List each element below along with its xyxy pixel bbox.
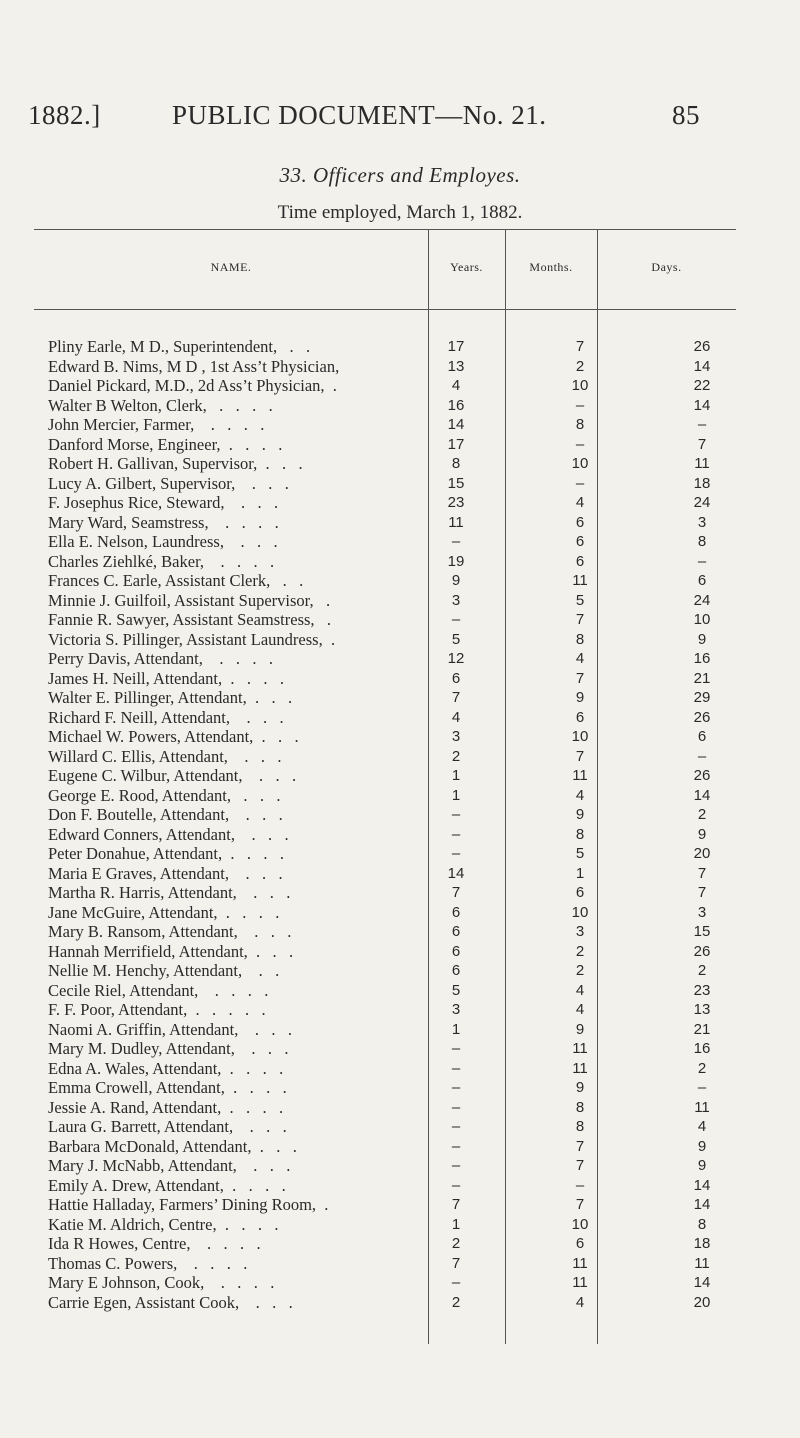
days-value: 7: [697, 864, 707, 882]
months-value: 10: [571, 1215, 589, 1233]
days-value: –: [697, 416, 707, 433]
table-row: [48, 669, 748, 689]
years-value: 19: [447, 552, 465, 570]
employee-name: Cecile Riel, Attendant, . . . .: [48, 980, 269, 1000]
months-value: 7: [575, 1137, 585, 1155]
table-row: [48, 552, 748, 572]
months-value: 6: [575, 552, 585, 570]
months-value: 11: [572, 1274, 588, 1291]
days-value: 6: [697, 728, 707, 745]
table-row: [48, 747, 748, 767]
years-value: –: [451, 825, 461, 843]
table-row: [48, 1195, 748, 1215]
table-row: [48, 357, 748, 377]
days-value: –: [697, 552, 707, 570]
table-row: [48, 396, 748, 416]
employee-name: Emily A. Drew, Attendant, . . . .: [48, 1175, 286, 1195]
months-value: 5: [575, 591, 585, 609]
months-value: –: [575, 1176, 585, 1194]
table-row: [48, 903, 748, 923]
column-header-name: NAME.: [210, 260, 252, 274]
table-row: [48, 376, 748, 396]
table-row: [48, 844, 748, 864]
table-row: [48, 610, 748, 630]
employee-name: Katie M. Aldrich, Centre, . . . .: [48, 1214, 279, 1234]
months-value: 10: [571, 377, 589, 394]
years-value: 6: [451, 903, 461, 921]
months-value: 6: [575, 884, 585, 901]
years-value: –: [451, 1176, 461, 1194]
years-value: 17: [447, 435, 465, 453]
years-value: 17: [447, 338, 465, 355]
employee-name: James H. Neill, Attendant, . . . .: [48, 668, 285, 688]
employee-name: Emma Crowell, Attendant, . . . .: [48, 1078, 287, 1097]
years-value: 9: [451, 572, 461, 589]
days-value: 26: [693, 708, 711, 726]
days-value: 3: [697, 903, 707, 921]
table-row: [48, 1020, 748, 1040]
days-value: 13: [693, 1001, 711, 1018]
years-value: –: [451, 533, 461, 550]
months-value: 11: [572, 1040, 588, 1057]
months-value: 9: [575, 1079, 585, 1096]
years-value: –: [451, 1040, 461, 1057]
days-value: 8: [697, 533, 707, 550]
years-value: 1: [451, 1215, 461, 1233]
employee-name: Danford Morse, Engineer, . . . .: [48, 434, 283, 454]
employee-name: Laura G. Barrett, Attendant, . . .: [48, 1117, 287, 1136]
years-value: 7: [451, 689, 461, 706]
table-row: [48, 415, 748, 435]
employee-name: Carrie Egen, Assistant Cook, . . .: [48, 1292, 293, 1312]
years-value: 4: [451, 708, 461, 726]
days-value: 16: [693, 650, 711, 667]
months-value: 7: [575, 611, 585, 628]
days-value: 15: [693, 923, 711, 940]
years-value: 6: [451, 962, 461, 979]
table-row: [48, 922, 748, 942]
years-value: –: [451, 806, 461, 823]
years-value: 14: [447, 864, 465, 882]
years-value: 12: [447, 650, 465, 667]
years-value: 7: [451, 1196, 461, 1213]
employee-name: Edward B. Nims, M D , 1st Ass’t Physician,: [48, 356, 340, 376]
years-value: 2: [451, 747, 461, 765]
months-value: 10: [571, 455, 589, 472]
years-value: 16: [447, 396, 465, 414]
employee-name: Hannah Merrifield, Attendant, . . .: [48, 941, 294, 961]
days-value: 9: [697, 1157, 707, 1174]
table-row: [48, 513, 748, 533]
employee-name: Robert H. Gallivan, Supervisor, . . .: [48, 454, 303, 473]
months-value: 10: [571, 903, 589, 921]
years-value: 3: [451, 591, 461, 609]
employee-name: Hattie Halladay, Farmers’ Dining Room, .: [48, 1195, 329, 1214]
days-value: 7: [697, 435, 707, 453]
table-row: [48, 1098, 748, 1118]
days-value: 26: [693, 338, 711, 355]
years-value: 8: [451, 455, 461, 472]
table-row: [48, 1059, 748, 1079]
table-row: [48, 1000, 748, 1020]
days-value: 26: [693, 942, 711, 960]
days-value: 9: [697, 630, 707, 648]
days-value: 14: [693, 786, 711, 804]
days-value: 18: [693, 474, 711, 492]
days-value: 22: [693, 377, 711, 394]
column-header-months: Months.: [529, 260, 573, 274]
table-row: [48, 1078, 748, 1098]
days-value: 20: [693, 1293, 711, 1311]
months-value: 4: [575, 650, 585, 667]
employee-name: Walter E. Pillinger, Attendant, . . .: [48, 688, 293, 707]
days-value: 21: [693, 1020, 711, 1038]
years-value: 5: [451, 630, 461, 648]
days-value: 14: [693, 1176, 711, 1194]
employee-name: Charles Ziehlké, Baker, . . . .: [48, 551, 275, 571]
months-value: 6: [575, 513, 585, 531]
days-value: 14: [693, 1196, 711, 1213]
employee-name: Barbara McDonald, Attendant, . . .: [48, 1136, 297, 1156]
days-value: 14: [693, 357, 711, 375]
years-value: –: [451, 1118, 461, 1135]
employee-name: Frances C. Earle, Assistant Clerk, . .: [48, 571, 304, 590]
column-header-days: Days.: [651, 260, 682, 274]
years-value: 7: [451, 884, 461, 901]
months-value: 6: [575, 708, 585, 726]
table-row: [48, 1215, 748, 1235]
employee-name: Mary E Johnson, Cook, . . . .: [48, 1273, 275, 1292]
employee-name: Nellie M. Henchy, Attendant, . .: [48, 961, 280, 980]
days-value: 29: [693, 689, 711, 706]
table-row: [48, 766, 748, 786]
header-title: PUBLIC DOCUMENT—No. 21.: [172, 100, 547, 130]
months-value: 11: [572, 1059, 588, 1077]
table-row: [48, 1176, 748, 1196]
table-row: [48, 1137, 748, 1157]
days-value: 2: [697, 962, 707, 979]
days-value: 2: [697, 806, 707, 823]
page-number: 85: [672, 100, 700, 130]
years-value: –: [451, 845, 461, 862]
employee-name: Victoria S. Pillinger, Assistant Laundress, .: [48, 629, 336, 649]
years-value: –: [451, 1274, 461, 1291]
employee-name: Edna A. Wales, Attendant, . . . .: [48, 1058, 284, 1078]
months-value: 11: [572, 767, 588, 784]
employee-name: Maria E Graves, Attendant, . . .: [48, 863, 283, 883]
months-value: 7: [575, 338, 585, 355]
employee-name: Peter Donahue, Attendant, . . . .: [48, 844, 284, 863]
months-value: 9: [575, 806, 585, 823]
employee-name: F. F. Poor, Attendant, . . . . .: [48, 1000, 266, 1019]
employee-table-body: [48, 337, 748, 1312]
employee-name: Mary B. Ransom, Attendant, . . .: [48, 922, 292, 941]
months-value: 8: [575, 1098, 585, 1116]
table-subtitle: Time employed, March 1, 1882.: [277, 202, 523, 223]
table-row: [48, 649, 748, 669]
years-value: 11: [448, 513, 464, 531]
months-value: 6: [575, 533, 585, 550]
employee-name: George E. Rood, Attendant, . . .: [48, 785, 281, 805]
employee-name: Fannie R. Sawyer, Assistant Seamstress, .: [48, 610, 332, 629]
years-value: –: [451, 1157, 461, 1174]
table-row: [48, 688, 748, 708]
table-row: [48, 1254, 748, 1274]
days-value: 4: [697, 1118, 707, 1135]
table-row: [48, 786, 748, 806]
months-value: 8: [575, 630, 585, 648]
column-header-years: Years.: [450, 260, 483, 274]
employee-name: Ella E. Nelson, Laundress, . . .: [48, 532, 278, 551]
employee-name: Walter B Welton, Clerk, . . . .: [48, 395, 273, 415]
table-row: [48, 1273, 748, 1293]
table-row: [48, 942, 748, 962]
employee-name: Mary J. McNabb, Attendant, . . .: [48, 1156, 291, 1175]
years-value: 3: [451, 1001, 461, 1018]
months-value: 10: [571, 728, 589, 745]
days-value: 14: [693, 1274, 711, 1291]
section-title: 33. Officers and Employes.: [279, 163, 521, 187]
months-value: 4: [575, 981, 585, 999]
employee-name: Jane McGuire, Attendant, . . . .: [48, 902, 280, 922]
employee-name: Mary Ward, Seamstress, . . . .: [48, 512, 279, 532]
months-value: –: [575, 396, 585, 414]
days-value: 16: [693, 1040, 711, 1057]
table-row: [48, 532, 748, 552]
employee-name: Don F. Boutelle, Attendant, . . .: [48, 805, 283, 824]
table-row: [48, 571, 748, 591]
years-value: 1: [451, 1020, 461, 1038]
days-value: 23: [693, 981, 711, 999]
table-row: [48, 1039, 748, 1059]
table-row: [48, 1293, 748, 1313]
years-value: 23: [447, 494, 465, 511]
table-row: [48, 454, 748, 474]
table-row: [48, 961, 748, 981]
months-value: 6: [575, 1235, 585, 1252]
months-value: 8: [575, 825, 585, 843]
days-value: 8: [697, 1215, 707, 1233]
days-value: 20: [693, 845, 711, 862]
months-value: 4: [575, 1001, 585, 1018]
table-row: [48, 864, 748, 884]
months-value: 7: [575, 747, 585, 765]
years-value: 15: [447, 474, 465, 492]
employee-name: Thomas C. Powers, . . . .: [48, 1253, 248, 1273]
years-value: 2: [451, 1235, 461, 1252]
employee-name: Ida R Howes, Centre, . . . .: [48, 1234, 261, 1253]
years-value: 4: [451, 377, 461, 394]
table-row: [48, 337, 748, 357]
months-value: 9: [575, 1020, 585, 1038]
days-value: 10: [693, 611, 711, 628]
table-row: [48, 1234, 748, 1254]
years-value: 2: [451, 1293, 461, 1311]
years-value: –: [451, 611, 461, 628]
months-value: 7: [575, 669, 585, 687]
employee-name: Minnie J. Guilfoil, Assistant Supervisor, .: [48, 590, 331, 610]
years-value: 5: [451, 981, 461, 999]
table-row: [48, 435, 748, 455]
employee-name: Mary M. Dudley, Attendant, . . .: [48, 1039, 289, 1058]
days-value: 11: [694, 1098, 710, 1116]
months-value: 7: [575, 1157, 585, 1174]
days-value: 2: [697, 1059, 707, 1077]
days-value: 14: [693, 396, 711, 414]
months-value: 7: [575, 1196, 585, 1213]
days-value: 24: [693, 494, 711, 511]
months-value: 4: [575, 1293, 585, 1311]
months-value: 2: [575, 942, 585, 960]
employee-name: Edward Conners, Attendant, . . .: [48, 824, 289, 844]
years-value: 3: [451, 728, 461, 745]
days-value: 11: [694, 455, 710, 472]
employee-name: Michael W. Powers, Attendant, . . .: [48, 727, 299, 746]
days-value: 3: [697, 513, 707, 531]
days-value: 26: [693, 767, 711, 784]
employee-name: Daniel Pickard, M.D., 2d Ass’t Physician, .: [48, 376, 337, 395]
days-value: 9: [697, 825, 707, 843]
months-value: 1: [575, 864, 585, 882]
employee-name: John Mercier, Farmer, . . . .: [48, 415, 265, 434]
months-value: 5: [575, 845, 585, 862]
months-value: 8: [575, 416, 585, 433]
years-value: –: [451, 1059, 461, 1077]
years-value: 7: [451, 1254, 461, 1272]
years-value: 1: [451, 786, 461, 804]
employee-name: Martha R. Harris, Attendant, . . .: [48, 883, 291, 902]
months-value: 11: [572, 1254, 588, 1272]
employee-name: Eugene C. Wilbur, Attendant, . . .: [48, 766, 297, 785]
months-value: 3: [575, 923, 585, 940]
years-value: –: [451, 1079, 461, 1096]
table-row: [48, 493, 748, 513]
table-row: [48, 727, 748, 747]
years-value: –: [451, 1137, 461, 1155]
days-value: 18: [693, 1235, 711, 1252]
months-value: –: [575, 474, 585, 492]
years-value: 6: [451, 942, 461, 960]
days-value: 6: [697, 572, 707, 589]
years-value: 13: [447, 357, 465, 375]
table-row: [48, 1117, 748, 1137]
days-value: 21: [693, 669, 711, 687]
months-value: 2: [575, 962, 585, 979]
years-value: 6: [451, 923, 461, 940]
months-value: 11: [572, 572, 588, 589]
table-row: [48, 825, 748, 845]
employee-name: Lucy A. Gilbert, Supervisor, . . .: [48, 473, 289, 493]
months-value: 2: [575, 357, 585, 375]
days-value: –: [697, 1079, 707, 1096]
table-row: [48, 981, 748, 1001]
months-value: 8: [575, 1118, 585, 1135]
table-row: [48, 630, 748, 650]
employee-name: Naomi A. Griffin, Attendant, . . .: [48, 1019, 292, 1039]
days-value: 11: [694, 1254, 710, 1272]
years-value: 1: [451, 767, 461, 784]
years-value: –: [451, 1098, 461, 1116]
table-top-rule: [34, 229, 736, 230]
table-header-rule: [34, 309, 736, 310]
table-row: [48, 1156, 748, 1176]
days-value: 7: [697, 884, 707, 901]
header-year: 1882.]: [28, 100, 101, 130]
employee-name: Pliny Earle, M D., Superintendent, . .: [48, 337, 311, 356]
table-row: [48, 883, 748, 903]
years-value: 6: [451, 669, 461, 687]
table-row: [48, 708, 748, 728]
employee-name: F. Josephus Rice, Steward, . . .: [48, 493, 279, 512]
employee-name: Willard C. Ellis, Attendant, . . .: [48, 746, 282, 766]
days-value: 9: [697, 1137, 707, 1155]
months-value: 4: [575, 494, 585, 511]
months-value: 9: [575, 689, 585, 706]
days-value: –: [697, 747, 707, 765]
table-row: [48, 805, 748, 825]
employee-name: Jessie A. Rand, Attendant, . . . .: [48, 1097, 284, 1117]
days-value: 24: [693, 591, 711, 609]
table-row: [48, 474, 748, 494]
months-value: 4: [575, 786, 585, 804]
employee-name: Perry Davis, Attendant, . . . .: [48, 649, 274, 668]
years-value: 14: [447, 416, 465, 433]
table-row: [48, 591, 748, 611]
months-value: –: [575, 435, 585, 453]
employee-name: Richard F. Neill, Attendant, . . .: [48, 707, 284, 727]
